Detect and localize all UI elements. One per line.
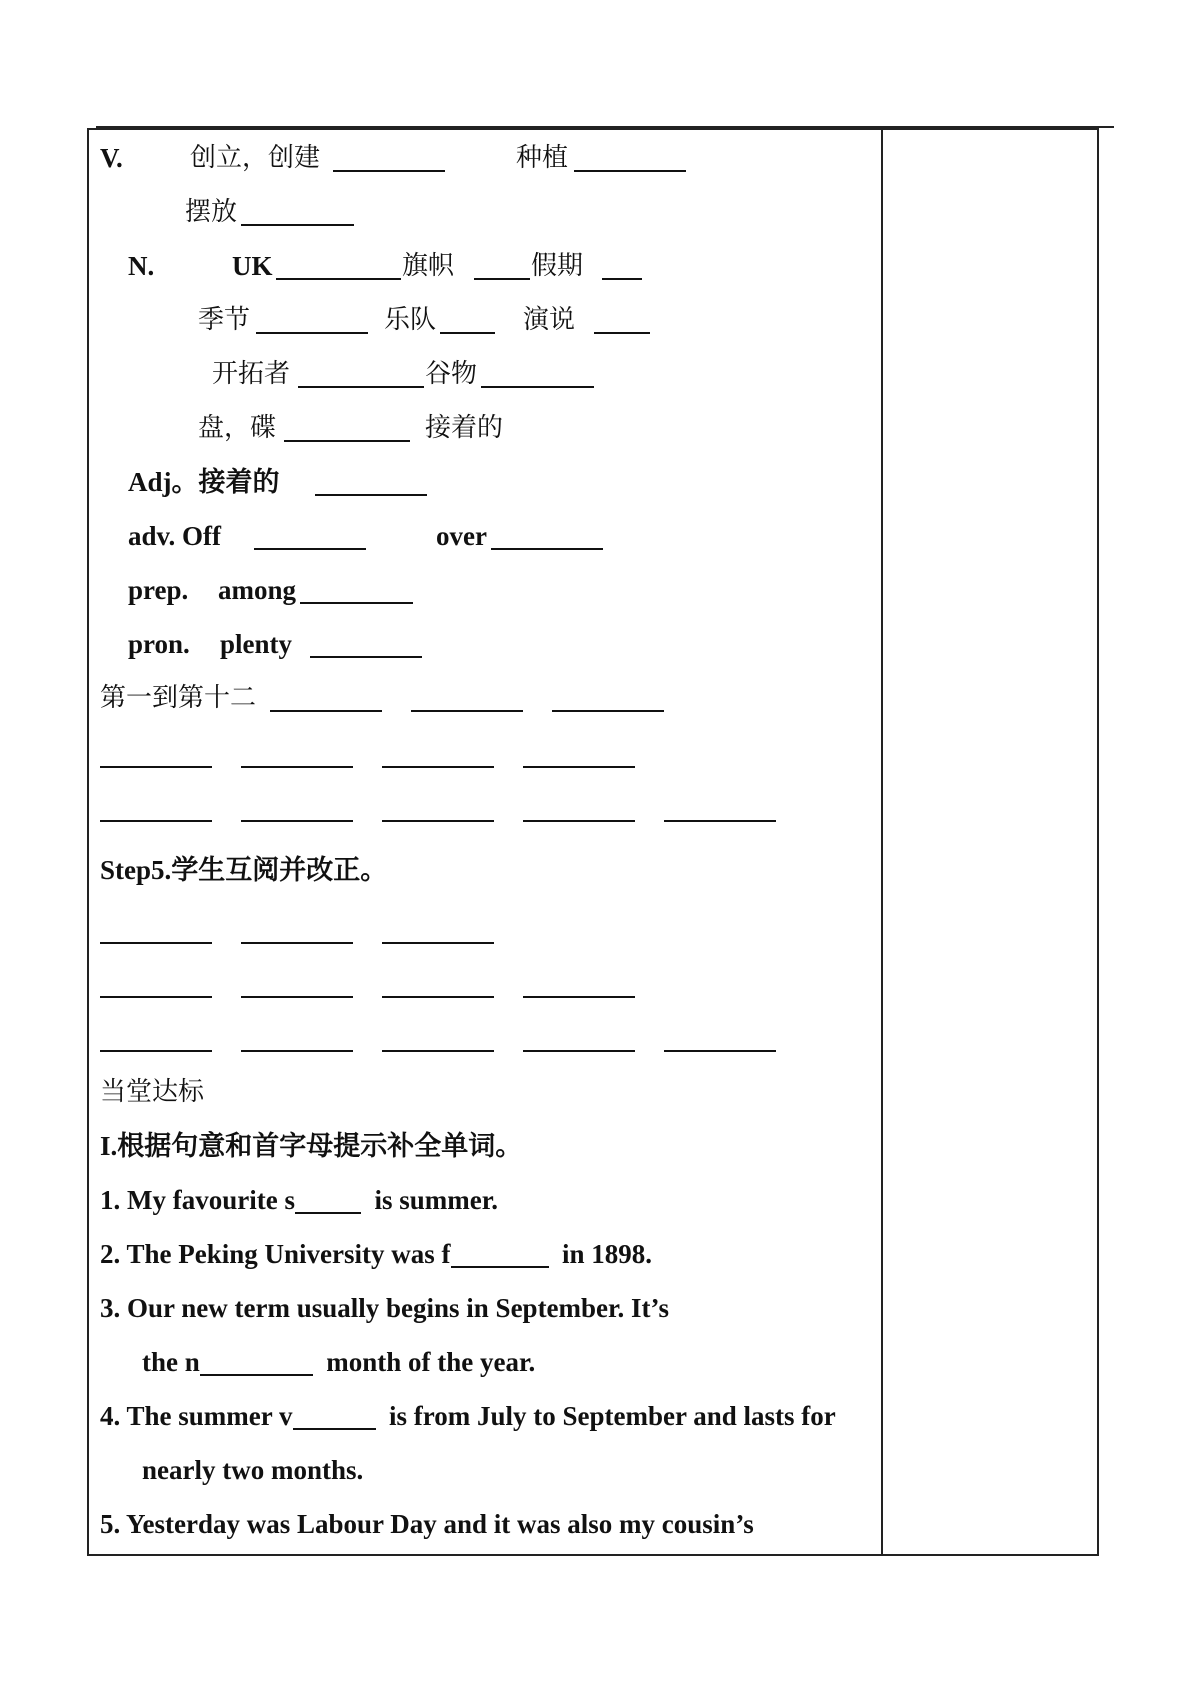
question-1-part-a: 1. My favourite s [100, 1185, 295, 1215]
practice-instruction-row [0, 1126, 880, 1166]
prep-label: prep. [128, 575, 189, 605]
word-plate-label: 盘，碟 [198, 413, 277, 443]
ordinals-row-2 [0, 734, 880, 774]
word-holiday-label: 假期 [531, 251, 584, 281]
word-place-label: 摆放 [185, 197, 238, 227]
question-4-line-1 [100, 1396, 836, 1436]
question-2 [0, 1234, 880, 1274]
question-3-part-b: month of the year. [326, 1347, 536, 1377]
word-band-label: 乐队 [384, 305, 437, 335]
question-1 [0, 1180, 880, 1220]
answer-blank[interactable] [474, 246, 530, 286]
word-over-label: over [436, 521, 487, 551]
word-plenty-label: plenty [220, 629, 293, 659]
answer-blank[interactable] [411, 678, 523, 718]
answer-blank[interactable] [382, 788, 494, 828]
question-5 [0, 1504, 880, 1544]
step5-row [0, 850, 880, 890]
answer-blank[interactable] [523, 1018, 635, 1058]
vocab-adj-row [0, 462, 880, 502]
adj-label: Adj。接着的 [128, 467, 280, 497]
answer-blank[interactable] [100, 788, 212, 828]
answer-blank[interactable] [100, 910, 212, 950]
answer-blank[interactable] [440, 300, 495, 340]
adv-label: adv. Off [128, 521, 222, 551]
answer-blank[interactable] [241, 964, 353, 1004]
practice-heading-row [0, 1072, 880, 1112]
answer-blank[interactable] [523, 734, 635, 774]
step5-blanks-1 [0, 910, 880, 950]
question-3-line-1: 3. Our new term usually begins in September. It’s [100, 1293, 670, 1323]
word-uk-label: UK [232, 251, 273, 281]
answer-blank[interactable] [256, 300, 368, 340]
step5-heading: Step5.学生互阅并改正。 [100, 855, 388, 885]
word-speech-label: 演说 [523, 305, 576, 335]
answer-blank[interactable] [315, 462, 427, 502]
answer-blank[interactable] [523, 788, 635, 828]
vocab-prep-row [0, 570, 880, 610]
vocab-noun-row-4 [0, 408, 880, 448]
answer-blank[interactable] [284, 408, 410, 448]
answer-blank[interactable] [100, 734, 212, 774]
vocab-verb-row [0, 138, 880, 178]
question-3-line-2 [142, 1342, 535, 1382]
ordinals-row-3 [0, 788, 880, 828]
vocab-adv-row [0, 516, 880, 556]
answer-blank[interactable] [100, 1018, 212, 1058]
answer-blank[interactable] [276, 246, 401, 286]
question-4-line-2: nearly two months. [142, 1455, 364, 1485]
answer-blank[interactable] [270, 678, 382, 718]
question-3-part-a: the n [142, 1347, 200, 1377]
answer-blank[interactable] [664, 788, 776, 828]
answer-blank[interactable] [523, 964, 635, 1004]
answer-blank[interactable] [295, 1180, 361, 1220]
answer-blank[interactable] [574, 138, 686, 178]
answer-blank[interactable] [241, 192, 354, 232]
question-3-continued [0, 1342, 880, 1382]
verb-label: V. [100, 143, 123, 173]
answer-blank[interactable] [310, 624, 422, 664]
answer-blank[interactable] [664, 1018, 776, 1058]
answer-blank[interactable] [333, 138, 445, 178]
vocab-pron-row [0, 624, 880, 664]
answer-blank[interactable] [241, 788, 353, 828]
answer-blank[interactable] [602, 246, 642, 286]
word-among-label: among [218, 575, 297, 605]
answer-blank[interactable] [382, 734, 494, 774]
answer-blank[interactable] [241, 1018, 353, 1058]
answer-blank[interactable] [293, 1396, 376, 1436]
question-4-continued [0, 1450, 880, 1490]
answer-blank[interactable] [254, 516, 366, 556]
word-flag-label: 旗帜 [402, 251, 455, 281]
ordinals-label: 第一到第十二 [100, 683, 257, 713]
answer-blank[interactable] [382, 1018, 494, 1058]
word-pioneer-label: 开拓者 [212, 359, 291, 389]
question-2-part-b: in 1898. [562, 1239, 653, 1269]
answer-blank[interactable] [552, 678, 664, 718]
answer-blank[interactable] [594, 300, 650, 340]
word-plant-label: 种植 [516, 143, 569, 173]
question-4-part-b: is from July to September and lasts for [389, 1401, 836, 1431]
vocab-noun-row-1 [0, 246, 880, 286]
ordinals-row-1 [0, 678, 880, 718]
word-grain-label: 谷物 [425, 359, 478, 389]
answer-blank[interactable] [298, 354, 424, 394]
vocab-verb-row-2 [0, 192, 880, 232]
question-5-line-1: 5. Yesterday was Labour Day and it was also my cousin’s [100, 1509, 754, 1539]
answer-blank[interactable] [451, 1234, 549, 1274]
answer-blank[interactable] [241, 734, 353, 774]
answer-blank[interactable] [382, 910, 494, 950]
answer-blank[interactable] [241, 910, 353, 950]
practice-heading: 当堂达标 [100, 1077, 205, 1107]
question-1-text [100, 1180, 498, 1220]
answer-blank[interactable] [481, 354, 594, 394]
word-found-label: 创立，创建 [190, 143, 321, 173]
step5-blanks-3 [0, 1018, 880, 1058]
noun-label: N. [128, 251, 155, 281]
step5-blanks-2 [0, 964, 880, 1004]
answer-blank[interactable] [382, 964, 494, 1004]
question-2-part-a: 2. The Peking University was f [100, 1239, 451, 1269]
practice-instruction: I.根据句意和首字母提示补全单词。 [100, 1131, 523, 1161]
vocab-noun-row-2 [0, 300, 880, 340]
question-4-part-a: 4. The summer v [100, 1401, 293, 1431]
answer-blank[interactable] [491, 516, 603, 556]
pron-label: pron. [128, 629, 190, 659]
table-column-divider [881, 128, 883, 1556]
word-next-label: 接着的 [425, 413, 504, 443]
vocab-noun-row-3 [0, 354, 880, 394]
question-2-text [100, 1234, 652, 1274]
question-1-part-b: is summer. [374, 1185, 498, 1215]
answer-blank[interactable] [300, 570, 413, 610]
answer-blank[interactable] [200, 1342, 313, 1382]
answer-blank[interactable] [100, 964, 212, 1004]
question-3 [0, 1288, 880, 1328]
word-season-label: 季节 [198, 305, 251, 335]
question-4 [0, 1396, 880, 1436]
